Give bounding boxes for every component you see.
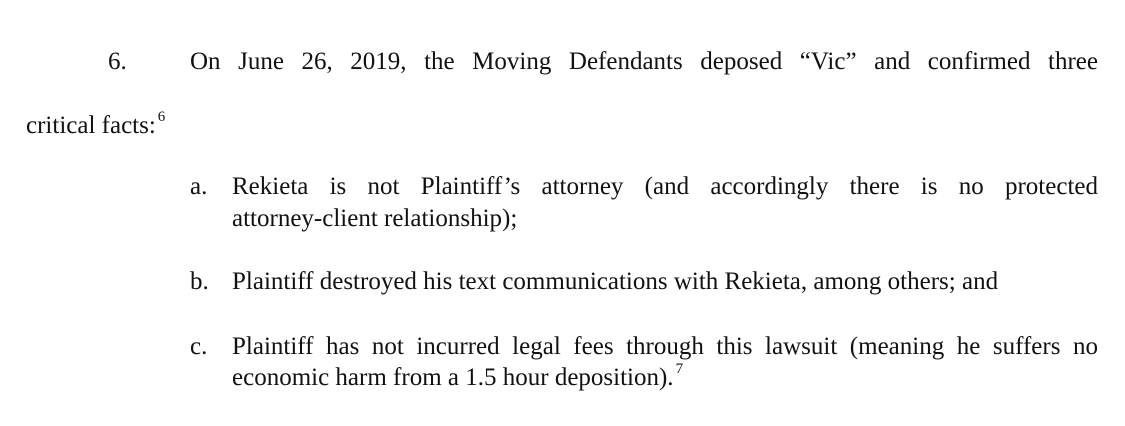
footnote-ref-7: 7	[675, 361, 684, 377]
item-c-line-1: Plaintiff has not incurred legal fees through this lawsuit (meaning he suffers no	[232, 333, 1098, 360]
paragraph-line-2-text: critical facts:	[26, 112, 156, 139]
item-a-marker: a.	[190, 173, 208, 200]
footnote-ref-6: 6	[157, 109, 166, 125]
paragraph-line-2	[26, 109, 166, 140]
item-c-line-2	[232, 361, 1098, 392]
item-c-line-2-text: economic harm from a 1.5 hour deposition).	[232, 364, 674, 391]
item-a-line-1: Rekieta is not Plaintiff’s attorney (and accordingly there is no protected	[232, 173, 1098, 200]
item-b-line-1: Plaintiff destroyed his text communications with Rekieta, among others; and	[232, 268, 999, 295]
paragraph-number: 6.	[108, 48, 127, 75]
item-b-marker: b.	[190, 268, 209, 295]
item-c-marker: c.	[190, 333, 208, 360]
item-a-line-2: attorney-client relationship);	[232, 205, 518, 232]
paragraph-line-1: On June 26, 2019, the Moving Defendants deposed “Vic” and confirmed three	[190, 48, 1098, 75]
